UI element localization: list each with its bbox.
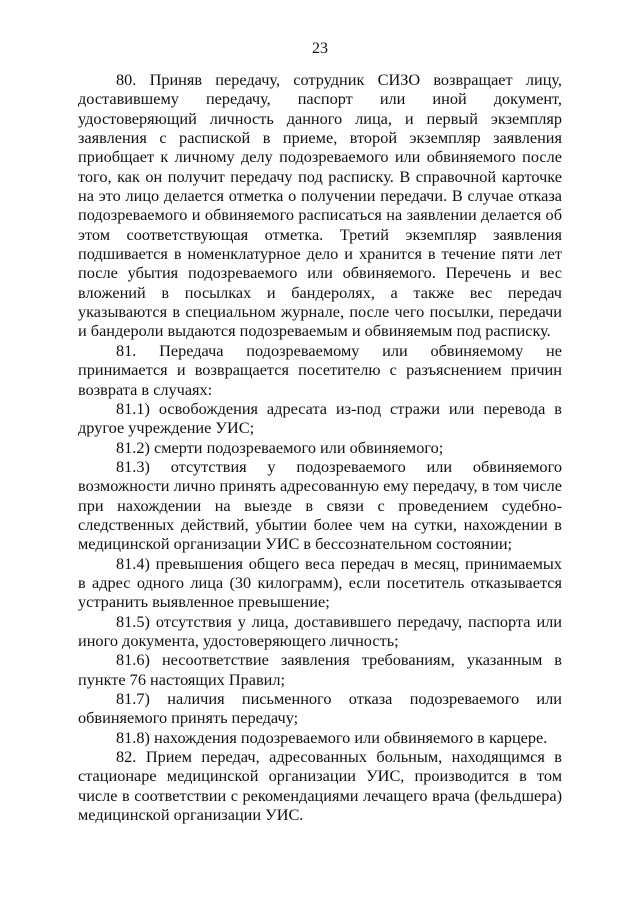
document-body (78, 70, 562, 824)
paragraph-80: 80. Приняв передачу, сотрудник СИЗО возвращает лицу, доставившему передачу, паспорт или иной документ, удостоверяющий личность данного лица, и первый экземпляр заявления с распиской в приеме, второй экземпляр заявления приобщает к личному делу подозреваемого или обвиняемого после того, как он получит передачу под расписку. В справочной карточке на это лицо делается отметка о получении передачи. В случае отказа подозреваемого и обвиняемого расписаться на заявлении делается об этом соответствующая отметка. Третий экземпляр заявления подшивается в номенклатурное дело и хранится в течение пяти лет после убытия подозреваемого или обвиняемого. Перечень и вес вложений в посылках и бандеролях, а также вес передач указываются в специальном журнале, после чего посылки, передачи и бандероли выдаются подозреваемым и обвиняемым под расписку. (78, 70, 562, 341)
paragraph-81-8: 81.8) нахождения подозреваемого или обвиняемого в карцере. (116, 727, 548, 747)
page-number: 23 (312, 40, 328, 57)
paragraph-81-3: 81.3) отсутствия у подозреваемого или обвиняемого возможности лично принять адресованную ему передачу, в том числе при нахождении на выезде в связи с проведением судебно-следственных действий, убытии более чем на сутки, нахождении в медицинской организации УИС в бессознательном состоянии; (78, 456, 562, 554)
paragraph-81-6: 81.6) несоответствие заявления требованиям, указанным в пункте 76 настоящих Правил; (78, 650, 562, 689)
paragraph-81-2: 81.2) смерти подозреваемого или обвиняемого; (116, 437, 444, 457)
paragraph-81-1: 81.1) освобождения адресата из-под стражи или перевода в другое учреждение УИС; (78, 398, 562, 438)
paragraph-81-5: 81.5) отсутствия у лица, доставившего передачу, паспорта или иного документа, удостоверяющего личность; (78, 611, 562, 650)
paragraph-81: 81. Передача подозреваемому или обвиняемому не принимается и возвращается посетителю с разъяснением причин возврата в случаях: (78, 340, 562, 399)
paragraph-81-4: 81.4) превышения общего веса передач в месяц, принимаемых в адрес одного лица (30 килограмм), если посетитель отказывается устранить выявленное превышение; (78, 553, 562, 612)
paragraph-82: 82. Прием передач, адресованных больным, находящимся в стационаре медицинской организации УИС, производится в том числе в соответствии с рекомендациями лечащего врача (фельдшера) медицинской организации УИС. (78, 747, 562, 825)
paragraph-81-7: 81.7) наличия письменного отказа подозреваемого или обвиняемого принять передачу; (78, 689, 562, 728)
